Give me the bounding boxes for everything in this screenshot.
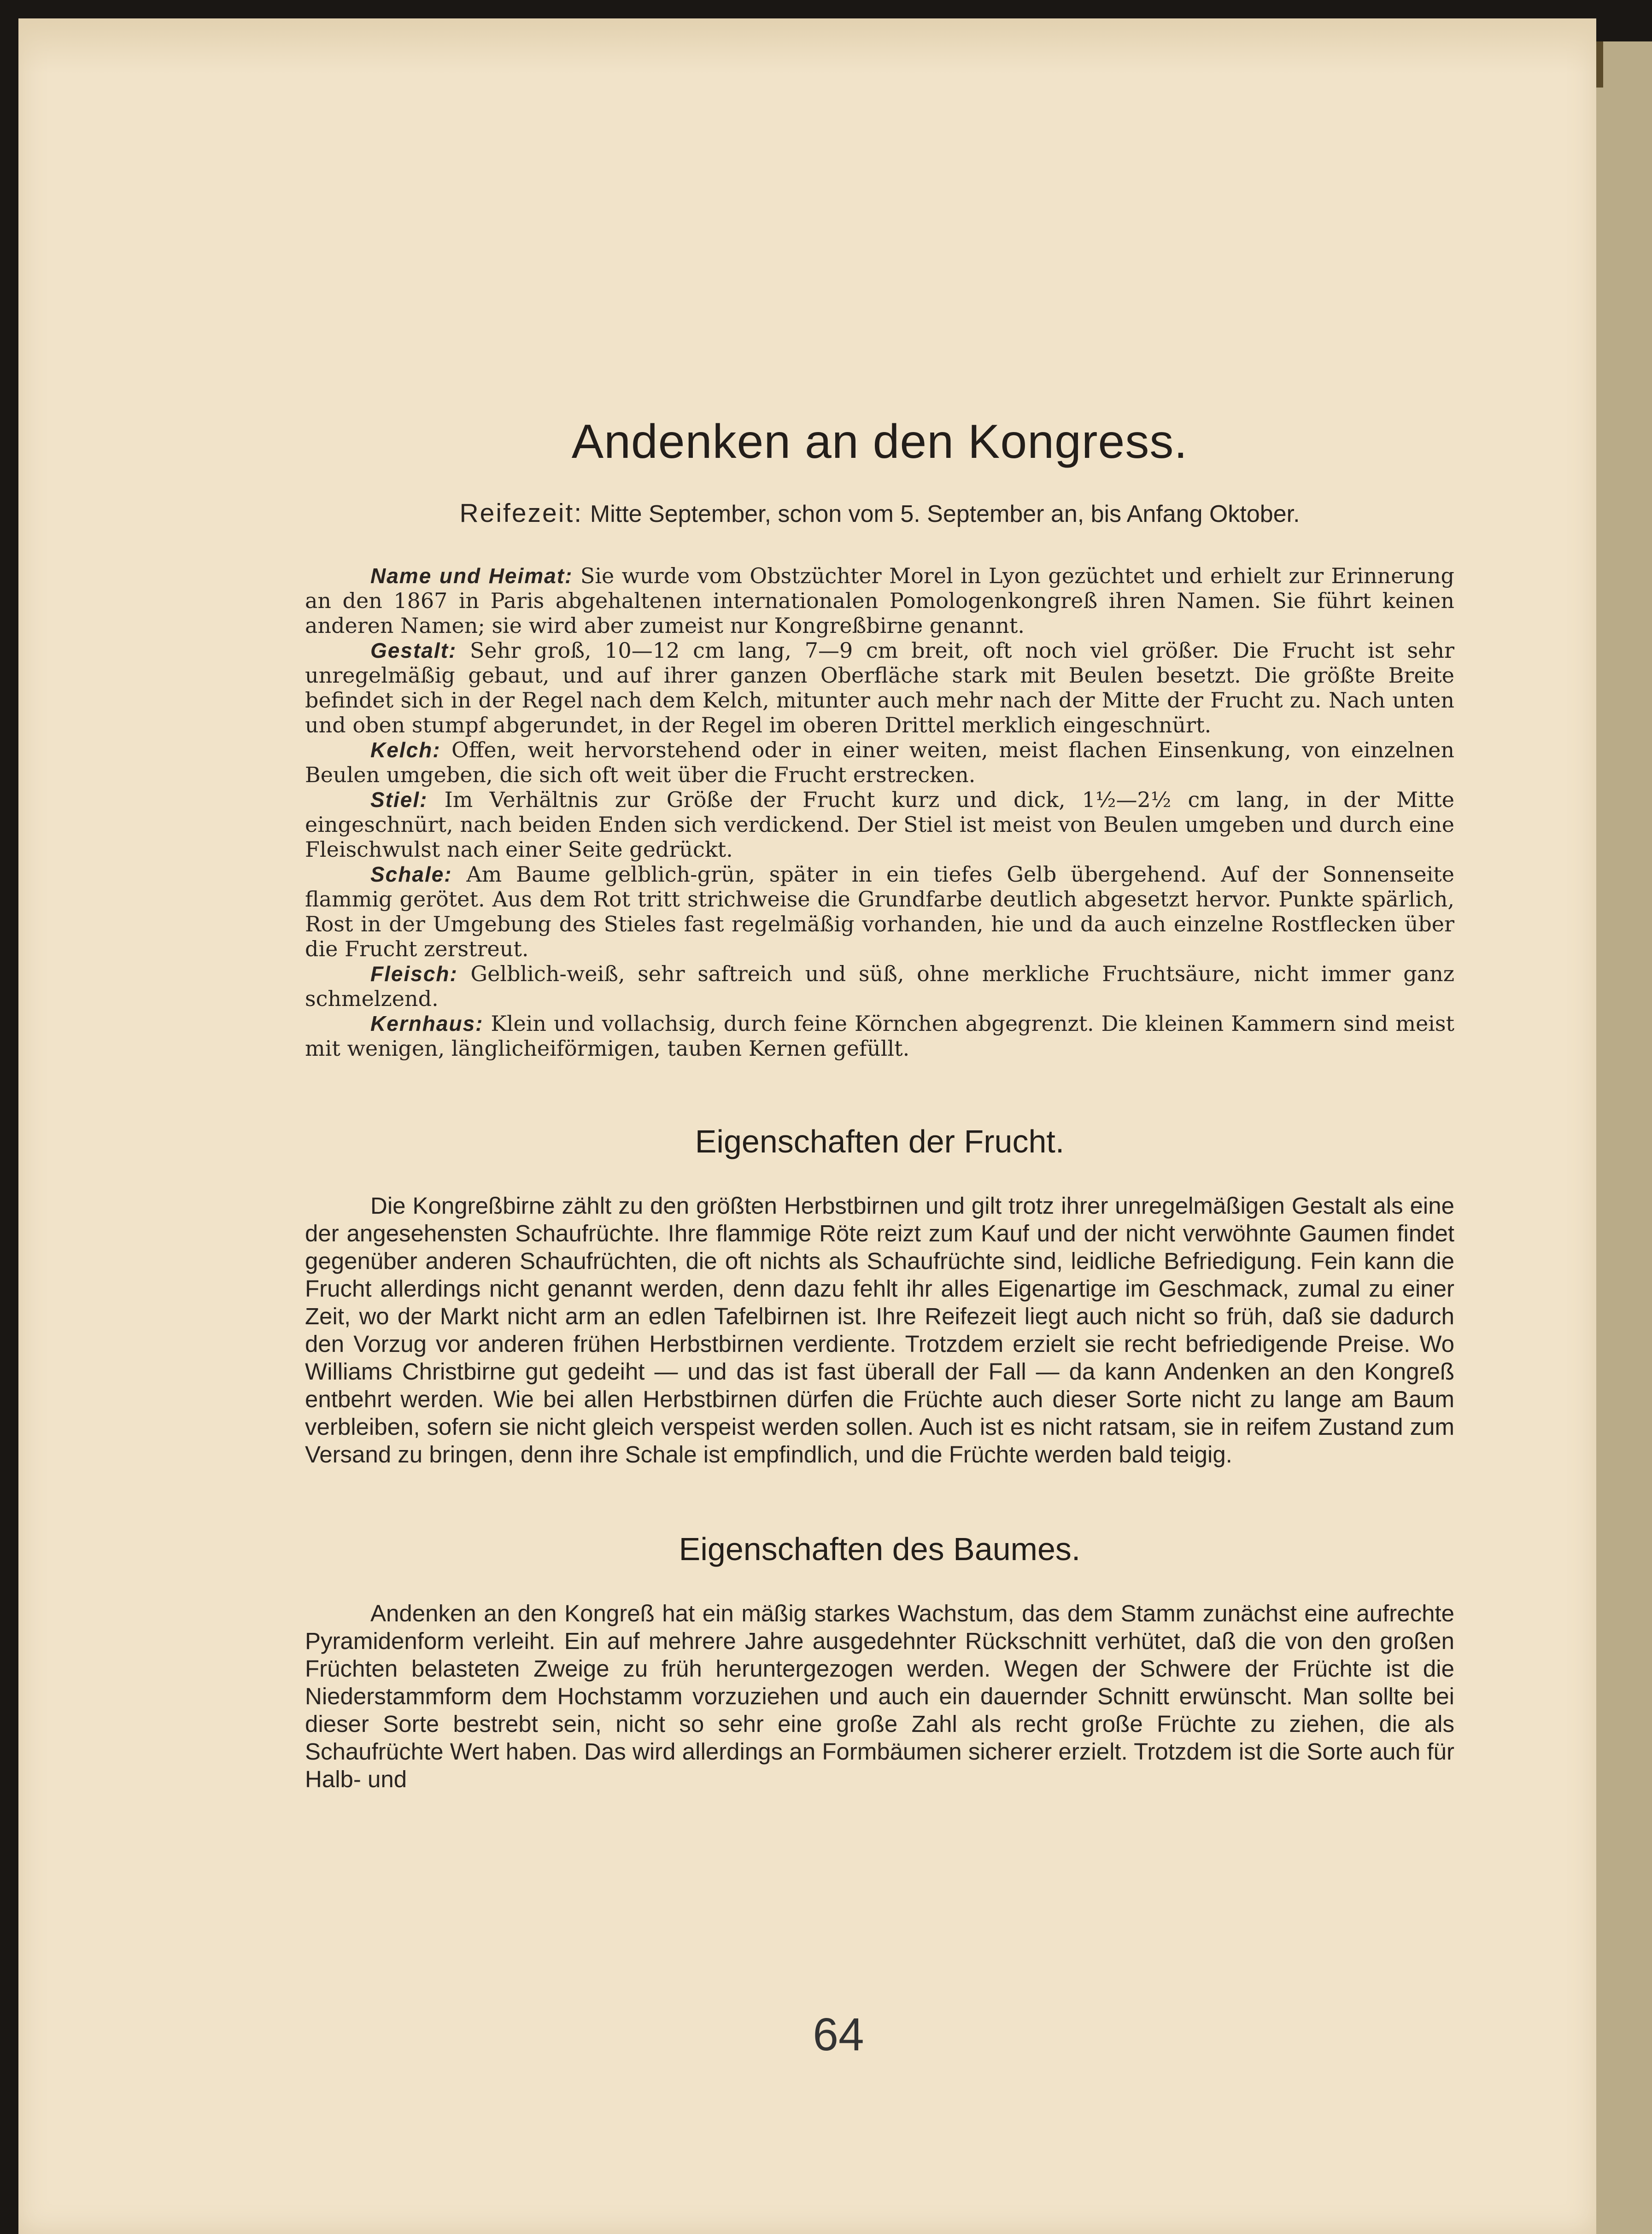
description-term: Fleisch:	[370, 962, 458, 986]
description-entry	[305, 563, 1454, 638]
description-text: Klein und vollachsig, durch feine Körnchen abgegrenzt. Die kleinen Kammern sind meist mit wenigen, länglicheiförmigen, tauben Kernen gefüllt.	[305, 1011, 1454, 1061]
description-term: Kelch:	[370, 738, 441, 762]
description-text: Sehr groß, 10—12 cm lang, 7—9 cm breit, oft noch viel größer. Die Frucht ist sehr unregelmäßig gebaut, und auf ihrer ganzen Oberfläche stark mit Beulen besetzt. Die größte Breite befindet sich in der Regel nach dem Kelch, mitunter auch mehr nach der Mitte der Frucht zu. Nach unten und oben stumpf abgerundet, in der Regel im oberen Drittel merklich eingeschnürt.	[305, 638, 1454, 737]
description-text: Am Baume gelblich-grün, später in ein tiefes Gelb übergehend. Auf der Sonnenseite flammig gerötet. Aus dem Rot tritt strichweise die Grundfarbe deutlich abgesetzt hervor. Punkte spärlich, Rost in der Umgebung des Stieles fast regelmäßig vorhanden, hie und da auch einzelne Rostflecken über die Frucht zerstreut.	[305, 862, 1454, 961]
page-title: Andenken an den Kongress.	[571, 415, 1188, 468]
ripening-time	[305, 498, 1454, 528]
description-entry	[305, 638, 1454, 737]
variety-description	[305, 563, 1454, 1061]
fruit-section-body	[305, 1192, 1454, 1468]
tree-section-body	[305, 1600, 1454, 1793]
page-number: 64	[813, 2009, 864, 2060]
fruit-section-heading: Eigenschaften der Frucht.	[695, 1123, 1065, 1159]
description-term: Stiel:	[370, 788, 428, 812]
ripening-label: Reifezeit:	[459, 498, 583, 528]
description-entry	[305, 1011, 1454, 1061]
description-entry	[305, 961, 1454, 1011]
description-term: Schale:	[370, 862, 452, 886]
description-text: Offen, weit hervorstehend oder in einer weiten, meist flachen Einsenkung, von einzelnen Beulen umgeben, die sich oft weit über die Frucht erstrecken.	[305, 737, 1454, 787]
ripening-value: Mitte September, schon vom 5. September an, bis Anfang Oktober.	[590, 501, 1300, 527]
description-entry	[305, 862, 1454, 961]
description-entry	[305, 737, 1454, 787]
description-text: Sie wurde vom Obstzüchter Morel in Lyon gezüchtet und erhielt zur Erinnerung an den 1867 in Paris abgehaltenen internationalen Pomologenkongreß ihren Namen. Sie führt keinen anderen Namen; sie wird aber zumeist nur Kongreßbirne genannt.	[305, 563, 1454, 638]
page-content	[305, 415, 1454, 1793]
fruit-section-paragraph: Die Kongreßbirne zählt zu den größten Herbstbirnen und gilt trotz ihrer unregelmäßigen Gestalt als eine der angesehensten Schaufrüchte. Ihre flammige Röte reizt zum Kauf und der nicht verwöhnte Gaumen findet gegenüber anderen Schaufrüchten, die oft nichts als Schaufrüchte sind, leidliche Befriedigung. Fein kann die Frucht allerdings nicht genannt werden, denn dazu fehlt ihr alles Eigenartige im Geschmack, zumal zu einer Zeit, wo der Markt nicht arm an edlen Tafelbirnen ist. Ihre Reifezeit liegt auch nicht so früh, daß sie dadurch den Vorzug vor anderen frühen Herbstbirnen verdiente. Trotzdem erzielt sie recht befriedigende Preise. Wo Williams Christbirne gut gedeiht — und das ist fast überall der Fall — da kann Andenken an den Kongreß entbehrt werden. Wie bei allen Herbstbirnen dürfen die Früchte auch dieser Sorte nicht zu lange am Baum verbleiben, sofern sie nicht gleich verspeist werden sollen. Auch ist es nicht ratsam, sie in reifem Zustand zum Versand zu bringen, denn ihre Schale ist empfindlich, und die Früchte werden bald teigig.	[305, 1193, 1454, 1468]
tree-section-paragraph: Andenken an den Kongreß hat ein mäßig starkes Wachstum, das dem Stamm zunächst eine aufrechte Pyramidenform verleiht. Ein auf mehrere Jahre ausgedehnter Rückschnitt verhütet, daß die von den großen Früchten belasteten Zweige zu früh heruntergezogen werden. Wegen der Schwere der Früchte ist die Niederstammform dem Hochstamm vorzuziehen und auch ein dauernder Schnitt erwünscht. Man sollte bei dieser Sorte bestrebt sein, nicht so sehr eine große Zahl als recht große Früchte zu ziehen, die als Schaufrüchte Wert haben. Das wird allerdings an Formbäumen sicherer erzielt. Trotzdem ist die Sorte auch für Halb- und	[305, 1600, 1454, 1792]
description-term: Gestalt:	[370, 638, 457, 662]
description-text: Im Verhältnis zur Größe der Frucht kurz und dick, 1½—2½ cm lang, in der Mitte eingeschnürt, nach beiden Enden sich verdickend. Der Stiel ist meist von Beulen umgeben und durch eine Fleischwulst nach einer Seite gedrückt.	[305, 787, 1455, 862]
tree-section-heading: Eigenschaften des Baumes.	[679, 1531, 1081, 1567]
description-term: Kernhaus:	[370, 1012, 484, 1035]
page-shading	[18, 18, 1596, 74]
description-entry	[305, 787, 1454, 862]
description-text: Gelblich-weiß, sehr saftreich und süß, ohne merkliche Fruchtsäure, nicht immer ganz schmelzend.	[305, 961, 1454, 1011]
description-term: Name und Heimat:	[370, 564, 573, 588]
